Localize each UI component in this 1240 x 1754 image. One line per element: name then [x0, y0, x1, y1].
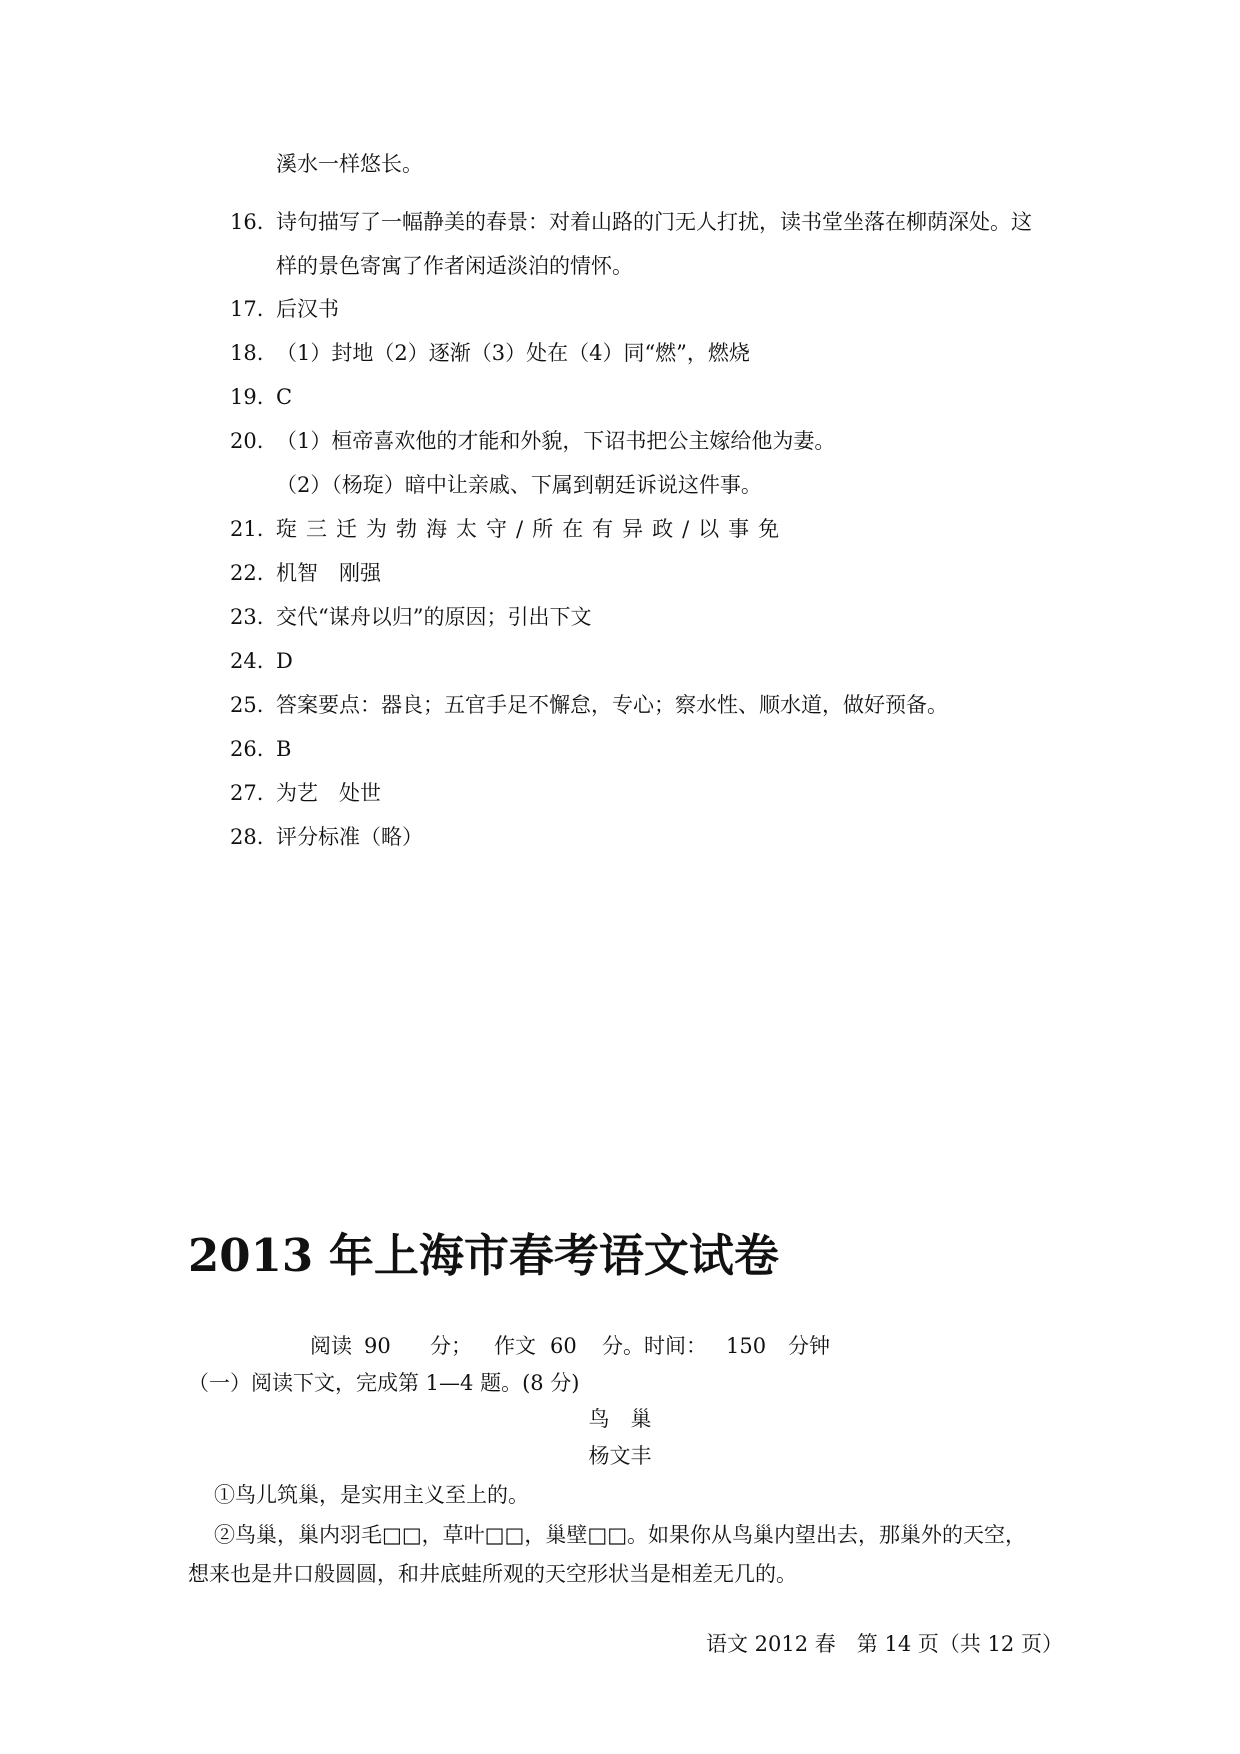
time-unit: 分钟 [788, 1334, 830, 1358]
answer-number: 16. [230, 210, 264, 234]
answer-text: 为艺 处世 [276, 781, 381, 805]
reading-score: 90 [364, 1334, 391, 1358]
time-value: 150 [726, 1334, 767, 1358]
answer-number: 17. [230, 297, 264, 321]
article-title: 鸟 巢 [588, 1407, 652, 1431]
answer-text: 后汉书 [276, 297, 339, 321]
answer-number: 22. [230, 561, 264, 585]
answer-text: 交代“谋舟以归”的原因；引出下文 [276, 605, 592, 629]
answer-text: 答案要点：器良；五官手足不懈怠，专心；察水性、顺水道，做好预备。 [276, 693, 948, 717]
section-heading: （一）阅读下文，完成第 1—4 题。(8 分) [188, 1371, 580, 1395]
writing-score: 60 [550, 1334, 577, 1358]
answer-text: 溪水一样悠长。 [276, 152, 423, 176]
answer-number: 27. [230, 781, 264, 805]
answer-text: （1）封地（2）逐渐（3）处在（4）同“燃”，燃烧 [276, 341, 750, 365]
article-paragraph: ②鸟巢，巢内羽毛□□，草叶□□，巢壁□□。如果你从鸟巢内望出去，那巢外的天空， [214, 1523, 1027, 1547]
answer-text: （1）桓帝喜欢他的才能和外貌，下诏书把公主嫁给他为妻。 [276, 429, 836, 453]
writing-label: 作文 [494, 1334, 536, 1358]
answer-text: 诗句描写了一幅静美的春景：对着山路的门无人打扰，读书堂坐落在柳荫深处。这 [276, 210, 1032, 234]
answer-number: 24. [230, 649, 264, 673]
answer-text: 机智 刚强 [276, 561, 381, 585]
reading-label: 阅读 [310, 1334, 352, 1358]
answer-text: 评分标准（略） [276, 825, 423, 849]
article-paragraph: 想来也是井口般圆圆，和井底蛙所观的天空形状当是相差无几的。 [188, 1562, 797, 1586]
answer-number: 23. [230, 605, 264, 629]
article-author: 杨文丰 [588, 1444, 652, 1468]
answer-text: 琁三迁为勃海太守/所在有异政/以事免 [276, 517, 789, 541]
answer-text: 样的景色寄寓了作者闲适淡泊的情怀。 [276, 254, 633, 278]
answer-number: 25. [230, 693, 264, 717]
answer-number: 21. [230, 517, 264, 541]
answer-number: 18. [230, 341, 264, 365]
answer-number: 26. [230, 737, 264, 761]
time-label: 分。时间： [602, 1334, 707, 1358]
article-paragraph: ①鸟儿筑巢，是实用主义至上的。 [214, 1483, 529, 1507]
answer-text: （2）（杨琁）暗中让亲戚、下属到朝廷诉说这件事。 [276, 473, 762, 497]
answer-number: 20. [230, 429, 264, 453]
page-footer: 语文 2012 春 第 14 页（共 12 页） [706, 1632, 1063, 1656]
score-unit: 分； [430, 1334, 472, 1358]
answer-number: 19. [230, 385, 264, 409]
answer-number: 28. [230, 825, 264, 849]
answer-text: D [276, 649, 293, 673]
answer-text: B [276, 737, 292, 761]
answer-text: C [276, 385, 293, 409]
exam-title: 2013 年上海市春考语文试卷 [188, 1229, 779, 1282]
